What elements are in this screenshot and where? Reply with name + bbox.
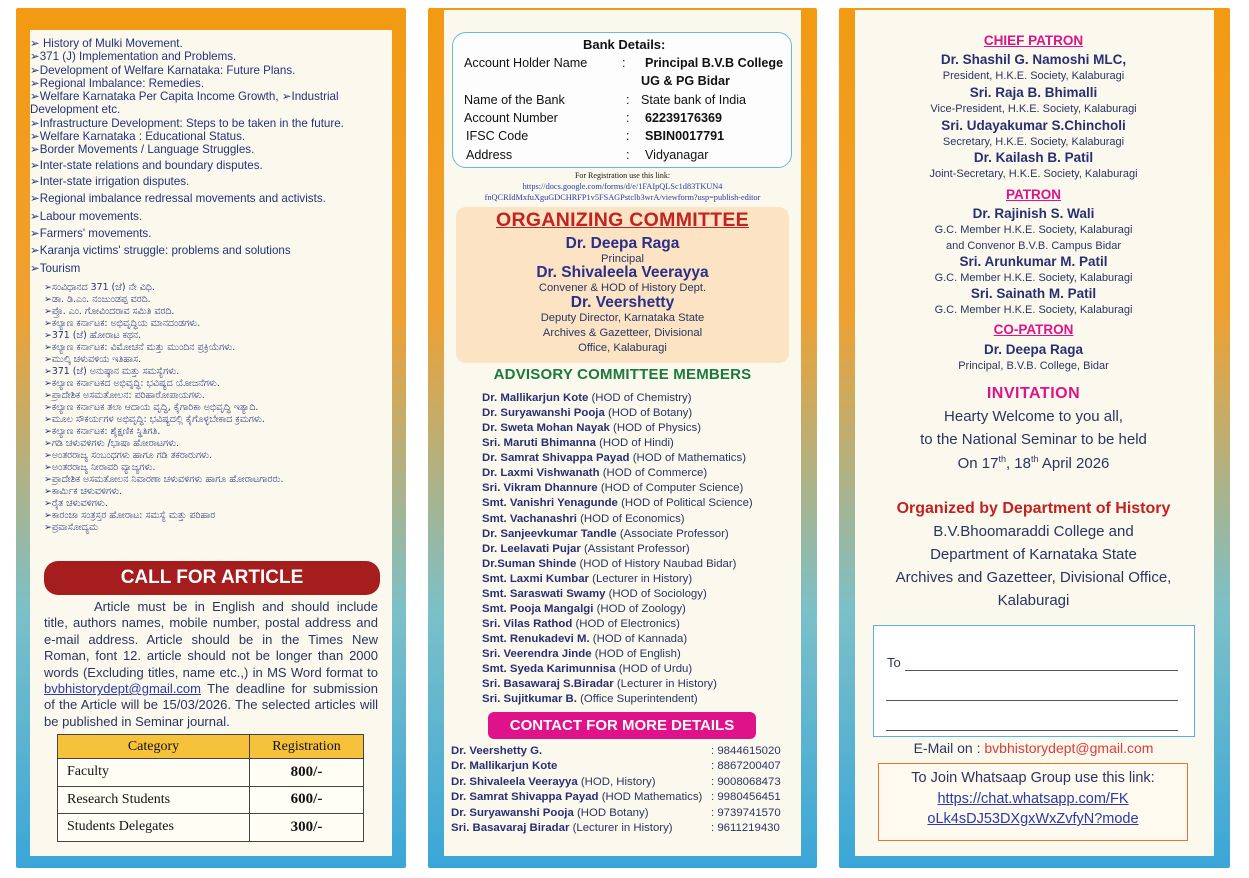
contact-phone[interactable]: : 9980456451 [711,791,781,804]
fee-cell: 600/- [249,786,363,814]
list-item: Sri. Maruti Bhimanna (HOD of Hindi) [482,437,674,450]
patron-role: G.C. Member H.K.E. Society, Kalaburagi [934,224,1133,236]
bank-holder-label: Account Holder Name [464,56,588,70]
contact-phone[interactable]: : 9611219430 [711,822,780,835]
bank-colon: : [626,93,630,107]
contact-item: Dr. Suryawanshi Pooja (HOD Botany) : 9739741570 [451,806,791,821]
kannada-topic-list [44,282,384,534]
co-patron-name: Dr. Deepa Raga [983,342,1084,357]
list-item: Sri. Vikram Dhannure (HOD of Computer Science) [482,482,744,495]
invitation-title: INVITATION [986,385,1081,402]
address-line[interactable] [886,700,1178,701]
bank-name-label: Name of the Bank [464,93,565,107]
contact-item: Dr. Samrat Shivappa Payad (HOD Mathematics) : 9980456451 [451,790,791,805]
list-item: Dr. Suryawanshi Pooja (HOD of Botany) [482,407,693,420]
whatsapp-note: To Join Whatsaap Group use this link: [911,770,1155,786]
contact-item: Dr. Shivaleela Veerayya (HOD, History) : 9008068473 [451,775,791,790]
topic-item: ➢Development of Welfare Karnataka: Future Plans. [30,63,296,77]
address-label: Address [466,148,513,162]
table-header-registration: Registration [249,735,363,759]
list-item: Smt. Vanishri Yenagunde (HOD of Political Science) [482,497,753,510]
kannada-topic-item: ➢371 (ಜೆ) ಹೋರಾಟ ಕಥನ. [44,330,142,341]
bank-details-title: Bank Details: [583,37,666,52]
organizer-line: Archives and Gazetteer, Divisional Office, [895,569,1172,586]
kannada-topic-item: ➢ಕಲ್ಯಾಣ ಕರ್ನಾಟಕದ ಅಭಿವೃದ್ಧಿ: ಭವಿಷ್ಯದ ಯೋಜನೆಗಳು. [44,378,220,389]
account-number-label: Account Number [464,111,558,125]
article-instructions: Article must be in English and should include title, authors names, mobile number, postal address and e-mail address. Article should be in the Times New Roman, font 12. article should not be longer than 2000 words (Excluding titles, name etc.,) in MS Word format to bvbhistorydept@gmail.com The deadline for submission of the Article will be 15/03/2026. The selected articles will be published in Seminar journal. [44,599,378,729]
table-row [58,759,364,787]
list-item: Sri. Basawaraj S.Biradar (Lecturer in History) [482,678,717,691]
kannada-topic-item: ➢ರೈತ ಚಳುವಳಿಗಳು. [44,498,108,509]
bank-colon: : [622,56,626,70]
email-link[interactable]: bvbhistorydept@gmail.com [984,740,1154,756]
registration-link-continued[interactable]: fnQCRIdMxfuXguGDCHRFP1v5FSAGPstclb3wrA/viewform?usp=publish-editor [484,193,761,202]
list-item: Smt. Vachanashri (HOD of Economics) [482,512,685,525]
english-topic-list [30,37,385,275]
kannada-topic-item: ➢ಅಂತರರಾಜ್ಯ ನೀರಾವರಿ ವ್ಯಾಜ್ಯಗಳು. [44,462,156,473]
table-row [58,814,364,842]
organizer-line: Department of Karnataka State [930,546,1137,563]
kannada-topic-item: ➢ಸಂವಿಧಾನದ 371 (ಜೆ) ನೇ ವಿಧಿ. [44,282,155,293]
organizer-role: Convener & HOD of History Dept. [538,282,707,294]
bank-colon: : [626,111,630,125]
kannada-topic-item: ➢ಕಲ್ಯಾಣ ಕರ್ನಾಟಕ ತಲಾ ಆದಾಯ ವೃದ್ಧಿ, ಕೈಗಾರಿಕಾ ಅಭಿವೃದ್ಧಿ ಇತ್ಯಾದಿ. [44,402,259,413]
kannada-topic-item: ➢ಮುಲ್ಕಿ ಚಳುವಳಿಯ ಇತಿಹಾಸ. [44,354,142,365]
list-item: Sri. Vilas Rathod (HOD of Electronics) [482,617,680,630]
registration-table [57,734,364,842]
topic-item: ➢Border Movements / Language Struggles. [30,143,255,157]
chief-patron-role: Vice-President, H.K.E. Society, Kalaburagi [930,103,1137,115]
call-for-article-banner: CALL FOR ARTICLE [44,561,380,595]
contact-item: Dr. Mallikarjun Kote : 8867200407 [451,759,791,774]
bank-holder-value: Principal B.V.B College [645,56,784,70]
contact-item: Dr. Veershetty G. : 9844615020 [451,744,791,759]
list-item: Smt. Pooja Mangalgi (HOD of Zoology) [482,602,686,615]
kannada-topic-item: ➢ಕಾರಂಜಾ ಸಂತ್ರಸ್ತರ ಹೋರಾಟ: ಸಮಸ್ಯೆ ಮತ್ತು ಪರಿಹಾರ [44,510,216,521]
topic-item: ➢Inter-state relations and boundary disputes. [30,159,263,173]
list-item: Dr. Laxmi Vishwanath (HOD of Commerce) [482,467,708,480]
topic-item: ➢Regional imbalance redressal movements and activists. [30,192,326,206]
category-cell: Students Delegates [58,814,250,842]
organizer-role: Deputy Director, Karnataka State [540,312,705,324]
topic-item: ➢371 (J) Implementation and Problems. [30,50,237,64]
address-value: Vidyanagar [645,148,709,162]
address-to-box [873,625,1195,737]
contact-phone[interactable]: : 8867200407 [711,760,781,773]
organizer-name: Dr. Shivaleela Veerayya [536,264,709,281]
list-item: Sri. Sujitkumar B. (Office Superintendent) [482,693,698,706]
list-item: Dr. Mallikarjun Kote (HOD of Chemistry) [482,392,692,404]
list-item: Dr. Leelavati Pujar (Assistant Professor) [482,542,690,555]
ifsc-label: IFSC Code [466,129,529,143]
category-cell: Research Students [58,786,250,814]
contact-phone[interactable]: : 9739741570 [711,806,781,819]
chief-patron-role: Joint-Secretary, H.K.E. Society, Kalaburagi [929,168,1138,180]
contact-email: E-Mail on : bvbhistorydept@gmail.com [913,740,1154,756]
topic-item: ➢Infrastructure Development: Steps to be taken in the future. [30,116,344,130]
organizer-line: B.V.Bhoomaraddi College and [933,523,1134,540]
topic-item: ➢ History of Mulki Movement. [30,37,183,50]
organizer-name: Dr. Veershetty [570,294,675,311]
topic-item: ➢Welfare Karnataka Per Capita Income Growth, ➢Industrial Development etc. [30,90,339,117]
article-email-link[interactable]: bvbhistorydept@gmail.com [44,681,201,697]
chief-patron-role: Secretary, H.K.E. Society, Kalaburagi [942,136,1125,148]
topic-item: ➢Regional Imbalance: Remedies. [30,76,205,90]
kannada-topic-item: ➢ಕಾರ್ಮಿಕ ಚಳುವಳಿಗಳು. [44,486,123,497]
whatsapp-link-continued[interactable]: oLk4sDJ53DXgxWxZvfyN?mode [927,811,1139,827]
registration-link[interactable]: https://docs.google.com/forms/d/e/1FAIpQLSc1d83TKUN4 [522,182,723,191]
contact-phone[interactable]: : 9844615020 [711,745,781,757]
whatsapp-link[interactable]: https://chat.whatsapp.com/FK [937,791,1129,807]
kannada-topic-item: ➢ಅಂತರರಾಜ್ಯ ಸಂಬಂಧಗಳು ಹಾಗೂ ಗಡಿ ತಕರಾರುಗಳು. [44,450,213,461]
list-item: Sri. Veerendra Jinde (HOD of English) [482,648,681,661]
seminar-dates: On 17th, 18th April 2026 [957,454,1110,472]
patron-name: Sri. Arunkumar M. Patil [959,254,1108,269]
organizer-role: Principal [601,253,644,265]
patron-role: and Convenor B.V.B. Campus Bidar [945,240,1122,252]
registration-note: For Registration use this link: [574,171,671,180]
topic-item: ➢Farmers' movements. [30,227,152,241]
advisory-member-list [482,391,753,707]
contact-item: Sri. Basavaraj Biradar (Lecturer in History) : 9611219430 [451,821,791,836]
chief-patron-name: Sri. Udayakumar S.Chincholi [941,118,1126,133]
topic-item: ➢Karanja victims' struggle: problems and solutions [30,244,291,258]
table-row [58,786,364,814]
ifsc-value: SBIN0017791 [645,129,725,143]
contact-details-banner: CONTACT FOR MORE DETAILS [488,712,756,739]
list-item: Dr.Suman Shinde (HOD of History Naubad Bidar) [482,557,737,570]
organizer-role: Office, Kalaburagi [578,342,667,354]
address-line[interactable] [886,730,1178,731]
kannada-topic-item: ➢ಕಲ್ಯಾಣ ಕರ್ನಾಟಕ: ಅಭಿವೃದ್ಧಿಯ ಮಾನದಂಡಗಳು. [44,318,201,329]
kannada-topic-item: ➢ಪ್ರವಾಸೋದ್ಯಮ [44,522,98,533]
topic-item: ➢Labour movements. [30,209,143,223]
patron-role: G.C. Member H.K.E. Society, Kalaburagi [934,272,1133,284]
organizer-role: Archives & Gazetteer, Divisional [542,327,703,339]
chief-patron-role: President, H.K.E. Society, Kalaburagi [942,70,1125,82]
table-header-category: Category [58,735,250,759]
chief-patron-name: Dr. Shashil G. Namoshi MLC, [940,52,1127,67]
kannada-topic-item: ➢ಗಡಿ ಚಳುವಳಿಗಳು /ಭಾಷಾ ಹೋರಾಟಗಳು. [44,438,180,449]
list-item: Dr. Sweta Mohan Nayak (HOD of Physics) [482,422,702,435]
kannada-topic-item: ➢371 (ಜೆ) ಅನುಷ್ಠಾನ ಮತ್ತು ಸಮಸ್ಯೆಗಳು. [44,366,180,377]
organizing-committee-title: ORGANIZING COMMITTEE [496,209,749,231]
patron-role: G.C. Member H.K.E. Society, Kalaburagi [934,304,1133,316]
list-item: Dr. Sanjeevkumar Tandle (Associate Professor) [482,527,729,540]
chief-patron-title: CHIEF PATRON [983,33,1084,48]
organizer-line: Kalaburagi [997,592,1070,609]
topic-item: ➢Tourism [30,261,81,275]
contact-phone[interactable]: : 9008068473 [711,775,781,788]
bank-colon: : [626,129,630,143]
to-label: To [887,655,901,670]
topic-item: ➢Inter-state irrigation disputes. [30,175,190,189]
category-cell: Faculty [58,759,250,787]
advisory-committee-title: ADVISORY COMMITTEE MEMBERS [493,366,752,383]
chief-patron-name: Sri. Raja B. Bhimalli [969,85,1098,100]
topic-item: ➢Welfare Karnataka : Educational Status. [30,130,246,144]
list-item: Smt. Laxmi Kumbar (Lecturer in History) [482,572,693,585]
list-item: Dr. Samrat Shivappa Payad (HOD of Mathematics) [482,452,746,465]
invitation-line: Hearty Welcome to you all, [944,408,1123,425]
list-item: Smt. Renukadevi M. (HOD of Kannada) [482,633,688,645]
kannada-topic-item: ➢ಪ್ರೊ. ಎಂ. ಗೋವಿಂದರಾವ ಸಮಿತಿ ವರದಿ. [44,306,175,317]
kannada-topic-item: ➢ಡಾ. ಡಿ.ಎಂ. ನಂಜುಂಡಪ್ಪ ವರದಿ. [44,294,151,305]
organizer-name: Dr. Deepa Raga [565,235,680,252]
patron-title: PATRON [1006,187,1061,202]
list-item: Smt. Syeda Karimunnisa (HOD of Urdu) [482,663,693,676]
patron-name: Dr. Rajinish S. Wali [972,206,1095,221]
bank-holder-value-2: UG & PG Bidar [641,74,730,88]
invitation-line: to the National Seminar to be held [920,431,1147,448]
organized-by-title: Organized by Department of History [896,500,1171,517]
chief-patron-name: Dr. Kailash B. Patil [973,150,1094,165]
co-patron-title: CO-PATRON [993,322,1074,337]
kannada-topic-item: ➢ಮೂಲ ಸೌಕರ್ಯಗಳ ಅಭಿವೃದ್ಧಿ: ಭವಿಷ್ಯದಲ್ಲಿ ಕೈಗೊಳ್ಳಬೇಕಾದ ಕ್ರಮಗಳು. [44,414,265,425]
kannada-topic-item: ➢ಪ್ರಾದೇಶಿಕ ಅಸಮತೋಲನ ನಿವಾರಣಾ ಚಳುವಳಿಗಳು ಹಾಗೂ ಹೋರಾಟಗಾರರು. [44,474,284,485]
list-item: Smt. Saraswati Swamy (HOD of Sociology) [482,587,707,600]
patron-name: Sri. Sainath M. Patil [970,286,1097,301]
fee-cell: 300/- [249,814,363,842]
contact-list [451,744,791,836]
bank-colon: : [626,148,630,162]
address-line[interactable] [905,670,1178,671]
fee-cell: 800/- [249,759,363,787]
bank-name-value: State bank of India [641,93,747,107]
kannada-topic-item: ➢ಪ್ರಾದೇಶಿಕ ಅಸಮತೋಲನ: ಪರಿಹಾರೋಪಾಯಗಳು. [44,390,205,401]
kannada-topic-item: ➢ಕಲ್ಯಾಣ ಕರ್ನಾಟಕ: ಶೈಕ್ಷಣಿಕ ಸ್ಥಿತಿಗತಿ. [44,426,161,437]
account-number-value: 62239176369 [645,111,723,125]
kannada-topic-item: ➢ಕಲ್ಯಾಣ ಕರ್ನಾಟಕ: ವಿಮೋಚನೆ ಮತ್ತು ಮುಂದಿನ ಪ್ರಕ್ರಿಯೆಗಳು. [44,342,236,353]
co-patron-role: Principal, B.V.B. College, Bidar [958,360,1109,372]
